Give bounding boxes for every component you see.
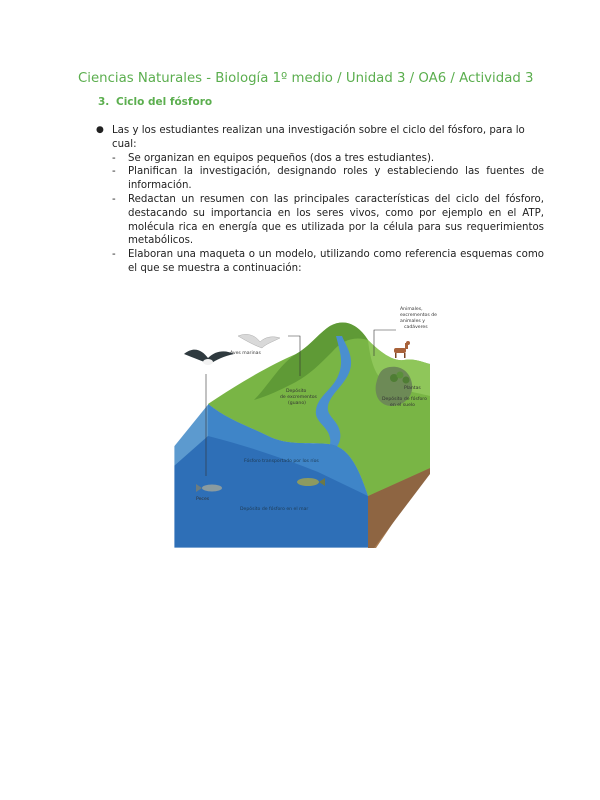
plant-icon [397, 372, 404, 379]
bullet-icon: ● [96, 125, 104, 135]
label-plantas: Plantas [404, 386, 421, 391]
activity-content [96, 124, 544, 276]
label-guano-1: Depósito [286, 389, 307, 394]
bullet-intro: Las y los estudiantes realizan una investigación sobre el ciclo del fósforo, para lo cual: [112, 125, 525, 150]
label-guano-2: de excrementos [280, 395, 317, 400]
label-rios: Fósforo transportado por los ríos [244, 459, 319, 464]
sub-item [112, 193, 544, 248]
dash-icon: - [112, 249, 116, 261]
sub-item-text: Planifican la investigación, designando roles y estableciendo las fuentes de información. [128, 166, 544, 192]
label-animales-2: excrementos de [400, 313, 437, 318]
dash-icon: - [112, 166, 116, 178]
phosphorus-cycle-diagram [168, 296, 438, 548]
seabird-icon [238, 334, 280, 348]
label-animales-1: Animales, [400, 307, 423, 312]
sub-item [112, 165, 544, 193]
plant-icon [403, 377, 410, 384]
label-animales-3: animales y [400, 319, 425, 324]
sub-item-text: Redactan un resumen con las principales características del ciclo del fósforo, destacando su importancia en los seres vivos, como por ejemplo en el ATP, molécula rica en energía que es utilizada por la célula para sus requerimientos metabólicos. [128, 193, 544, 247]
dash-icon: - [112, 152, 116, 164]
section-title [98, 96, 212, 108]
sub-item-text: Se organizan en equipos pequeños (dos a tres estudiantes). [128, 152, 435, 164]
phosphorus-cycle-svg [168, 296, 438, 548]
seabird-icon [184, 350, 234, 365]
label-aves: Aves marinas [230, 351, 261, 356]
label-guano-3: (guano) [288, 401, 306, 406]
section-number: 3. [98, 96, 110, 108]
page-header-breadcrumb: Ciencias Naturales - Biología 1º medio / Unidad 3 / OA6 / Actividad 3 [78, 71, 534, 86]
label-mar: Depósito de fósforo en el mar [240, 507, 309, 512]
label-suelo-2: en el suelo [390, 403, 415, 408]
sub-item [112, 248, 544, 276]
section-title-text: Ciclo del fósforo [116, 96, 213, 108]
sub-item-text: Elaboran una maqueta o un modelo, utilizando como referencia esquemas como el que se muestra a continuación: [128, 249, 544, 274]
sub-item [112, 152, 544, 166]
deer-icon [394, 341, 410, 358]
label-suelo-1: Depósito de fósforo [382, 397, 427, 402]
label-animales-4: cadáveres [404, 325, 428, 330]
dash-icon: - [112, 193, 116, 205]
label-peces: Peces [196, 497, 210, 502]
bullet-item [96, 124, 544, 152]
